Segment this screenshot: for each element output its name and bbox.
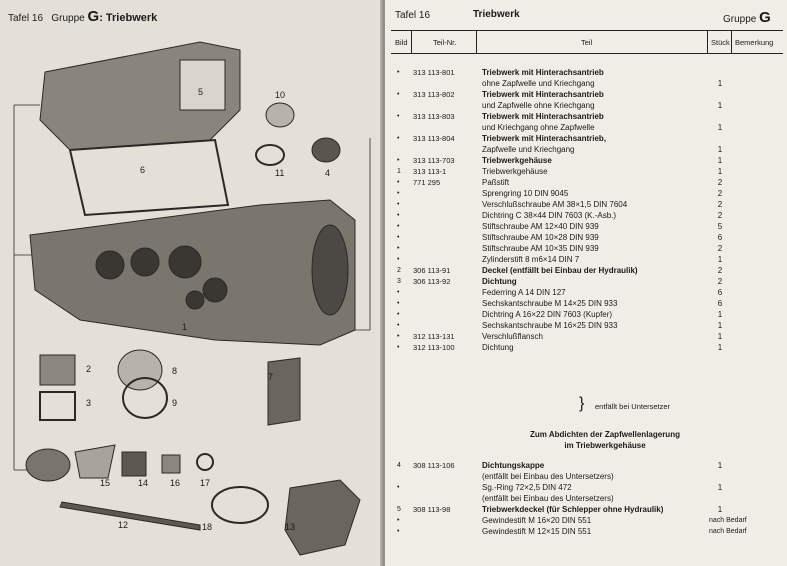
st-cell: 2: [717, 277, 723, 286]
teil-cell: Stiftschraube AM 12×40 DIN 939: [482, 222, 599, 231]
right-gruppe: [723, 9, 771, 26]
teil-cell: Triebwerkgehäuse: [482, 156, 552, 165]
header-bemerkung: Bemerkung: [735, 38, 774, 47]
table-row: [385, 188, 787, 199]
callout-5: 5: [198, 87, 204, 97]
callout-7: 7: [268, 372, 274, 382]
teil-cell: Gewindestift M 12×15 DIN 551: [482, 527, 592, 536]
nr-cell: 312 113-131: [413, 332, 455, 341]
bild-cell: •: [397, 212, 400, 219]
brace-note: entfällt bei Untersetzer: [595, 402, 671, 411]
st-cell: 1: [717, 505, 723, 514]
bild-cell: •: [397, 322, 400, 329]
part-14-bearing: [122, 452, 146, 476]
callout-12: 12: [118, 520, 129, 530]
callout-3: 3: [86, 398, 92, 408]
right-gruppe-label: Gruppe: [723, 14, 757, 25]
table-row: [385, 133, 787, 144]
table-row: [385, 298, 787, 309]
teil-cell: Sg.-Ring 72×2,5 DIN 472: [482, 483, 572, 492]
st-cell: 6: [717, 299, 723, 308]
bild-cell: 3: [397, 278, 401, 285]
callout-14: 14: [138, 478, 149, 488]
callout-18: 18: [202, 522, 213, 532]
teil-cell: Triebwerk mit Hinterachsantrieb: [482, 90, 604, 99]
bild-cell: •: [397, 256, 400, 263]
bild-cell: •: [397, 69, 400, 76]
bild-cell: •: [397, 484, 400, 491]
nr-cell: 308 113-98: [413, 505, 451, 514]
st-cell: 1: [717, 483, 723, 492]
bild-cell: 1: [397, 168, 401, 175]
bild-cell: •: [397, 113, 400, 120]
st-cell: 1: [717, 145, 723, 154]
part-4-cap: [312, 138, 340, 162]
right-gruppe-letter: G: [759, 9, 771, 26]
table-header: [391, 30, 783, 54]
table-row: [385, 177, 787, 188]
callout-10: 10: [275, 90, 286, 100]
st-cell: 1: [717, 321, 723, 330]
table-row: [385, 221, 787, 232]
bem-cell: nach Bedarf: [709, 528, 747, 535]
st-cell: 1: [717, 343, 723, 352]
table-row: [385, 471, 787, 482]
teil-cell: (entfällt bei Einbau des Untersetzers): [482, 472, 614, 481]
callout-13: 13: [285, 522, 296, 532]
st-cell: 1: [717, 255, 723, 264]
nr-cell: 313 113-1: [413, 167, 447, 176]
teil-cell: Triebwerkgehäuse: [482, 167, 548, 176]
bild-cell: •: [397, 223, 400, 230]
bild-cell: •: [397, 179, 400, 186]
table-row: [385, 493, 787, 504]
callout-4: 4: [325, 168, 331, 178]
part-3-gasket: [40, 392, 75, 420]
st-cell: 2: [717, 211, 723, 220]
bild-cell: •: [397, 234, 400, 241]
table-row: [385, 122, 787, 133]
part-10-plate: [266, 103, 294, 127]
table-row: [385, 342, 787, 353]
bem-cell: nach Bedarf: [709, 517, 747, 524]
st-cell: 1: [717, 79, 723, 88]
teil-cell: Federring A 14 DIN 127: [482, 288, 566, 297]
nr-cell: 306 113-91: [413, 266, 451, 275]
teil-cell: Verschlußschraube AM 38×1,5 DIN 7604: [482, 200, 628, 209]
bild-cell: •: [397, 135, 400, 142]
bild-cell: •: [397, 528, 400, 535]
table-row: [385, 265, 787, 276]
bild-cell: •: [397, 157, 400, 164]
st-cell: 2: [717, 178, 723, 187]
callout-8: 8: [172, 366, 178, 376]
nr-cell: 313 113-703: [413, 156, 455, 165]
part-6-gasket: [70, 140, 228, 215]
st-cell: 2: [717, 200, 723, 209]
teil-cell: Deckel (entfällt bei Einbau der Hydraulik): [482, 266, 638, 275]
left-gruppe-letter: G: [87, 8, 100, 25]
teil-cell: und Zapfwelle ohne Kriechgang: [482, 101, 595, 110]
st-cell: 1: [717, 310, 723, 319]
table-row: [385, 144, 787, 155]
part-11-gasket: [256, 145, 284, 165]
table-row: [385, 515, 787, 526]
callout-9: 9: [172, 398, 178, 408]
teil-cell: Triebwerk mit Hinterachsantrieb: [482, 112, 604, 121]
table-row: [385, 482, 787, 493]
st-cell: 5: [717, 222, 723, 231]
teil-cell: ohne Zapfwelle und Kriechgang: [482, 79, 595, 88]
teil-cell: Dichtring A 16×22 DIN 7603 (Kupfer): [482, 310, 613, 319]
table-row: [385, 526, 787, 537]
part-7-plate: [268, 358, 300, 425]
left-tafel: Tafel 16: [8, 13, 44, 24]
teil-cell: Zapfwelle und Kriechgang: [482, 145, 575, 154]
teil-cell: Dichtungskappe: [482, 461, 545, 470]
right-title: Triebwerk: [473, 9, 520, 20]
st-cell: 6: [717, 233, 723, 242]
nr-cell: 306 113-92: [413, 277, 451, 286]
st-cell: 1: [717, 123, 723, 132]
table-row: [385, 89, 787, 100]
table-row: [385, 243, 787, 254]
bild-cell: •: [397, 91, 400, 98]
left-gruppe: Gruppe: [51, 13, 85, 24]
nr-cell: 313 113-802: [413, 90, 455, 99]
part-2-cover: [40, 355, 75, 385]
part-13-housing: [285, 480, 360, 555]
st-cell: 6: [717, 288, 723, 297]
table-row: [385, 331, 787, 342]
table-row: [385, 309, 787, 320]
callout-1: 1: [182, 322, 188, 332]
section-title-2: im Triebwerkgehäuse: [564, 441, 646, 450]
bild-cell: •: [397, 190, 400, 197]
teil-cell: Zylinderstift 8 m6×14 DIN 7: [482, 255, 580, 264]
bild-cell: •: [397, 344, 400, 351]
parts-list-page: [385, 0, 787, 566]
callout-16: 16: [170, 478, 181, 488]
part-17-ring: [197, 454, 213, 470]
teil-cell: und Kriechgang ohne Zapfwelle: [482, 123, 595, 132]
part-16-bush: [162, 455, 180, 473]
st-cell: 2: [717, 244, 723, 253]
table-row: [385, 232, 787, 243]
table-row: [385, 166, 787, 177]
nr-cell: 313 113-801: [413, 68, 455, 77]
part-18-gasket: [212, 487, 268, 523]
teil-cell: Stiftschraube AM 10×28 DIN 939: [482, 233, 599, 242]
table-row: [385, 199, 787, 210]
teil-cell: Triebwerkdeckel (für Schlepper ohne Hydraulik): [482, 505, 664, 514]
nr-cell: 312 113-100: [413, 343, 455, 352]
bild-cell: •: [397, 245, 400, 252]
part-15-flange: [75, 445, 115, 478]
teil-cell: Dichtung: [482, 277, 517, 286]
illustration-page: [0, 0, 383, 566]
teil-cell: Dichtring C 38×44 DIN 7603 (K.-Asb.): [482, 211, 617, 220]
bild-cell: 2: [397, 267, 401, 274]
teil-cell: Sechskantschraube M 14×25 DIN 933: [482, 299, 618, 308]
callout-11: 11: [275, 168, 285, 178]
callout-17: 17: [200, 478, 211, 488]
part-gear: [26, 449, 70, 481]
callout-6: 6: [140, 165, 146, 175]
table-row: [385, 460, 787, 471]
bild-cell: 4: [397, 462, 401, 469]
st-cell: 1: [717, 332, 723, 341]
header-teil: Teil: [581, 38, 593, 47]
bild-cell: •: [397, 333, 400, 340]
section-title-1: Zum Abdichten der Zapfwellenlagerung: [530, 430, 680, 439]
callout-15: 15: [100, 478, 111, 488]
bild-cell: •: [397, 517, 400, 524]
nr-cell: 771 295: [413, 178, 441, 187]
exploded-drawing: [0, 0, 383, 566]
nr-cell: 313 113-804: [413, 134, 455, 143]
left-title: : Triebwerk: [99, 12, 158, 24]
teil-cell: Dichtung: [482, 343, 514, 352]
table-row: [385, 67, 787, 78]
bild-cell: •: [397, 201, 400, 208]
part-5-window: [180, 60, 225, 110]
table-row: [385, 155, 787, 166]
part-12-shaft: [60, 502, 200, 530]
table-row: [385, 287, 787, 298]
bild-cell: •: [397, 300, 400, 307]
table-row: [385, 100, 787, 111]
st-cell: 2: [717, 189, 723, 198]
brace-symbol: }: [579, 395, 585, 412]
table-row: [385, 276, 787, 287]
table-row: [385, 78, 787, 89]
header-stueck: Stück: [711, 38, 730, 47]
teil-cell: Stiftschraube AM 10×35 DIN 939: [482, 244, 599, 253]
table-row: [385, 111, 787, 122]
teil-cell: Triebwerk mit Hinterachsantrieb,: [482, 134, 607, 143]
teil-cell: Sprengring 10 DIN 9045: [482, 189, 569, 198]
bild-cell: •: [397, 311, 400, 318]
table-row: [385, 254, 787, 265]
bild-cell: •: [397, 289, 400, 296]
part-8-plate: [118, 350, 162, 390]
st-cell: 1: [717, 461, 723, 470]
teil-cell: Verschlußflansch: [482, 332, 543, 341]
st-cell: 1: [717, 156, 723, 165]
teil-cell: Gewindestift M 16×20 DIN 551: [482, 516, 592, 525]
bild-cell: 5: [397, 506, 401, 513]
header-nr: Teil-Nr.: [433, 38, 457, 47]
table-row: [385, 210, 787, 221]
st-cell: 1: [717, 101, 723, 110]
right-tafel: Tafel 16: [395, 10, 431, 21]
header-bild: Bild: [395, 38, 408, 47]
teil-cell: Paßstift: [482, 178, 510, 187]
table-row: [385, 504, 787, 515]
st-cell: 2: [717, 266, 723, 275]
callout-2: 2: [86, 364, 92, 374]
nr-cell: 313 113-803: [413, 112, 455, 121]
teil-cell: Triebwerk mit Hinterachsantrieb: [482, 68, 604, 77]
st-cell: 1: [717, 167, 723, 176]
teil-cell: Sechskantschraube M 16×25 DIN 933: [482, 321, 618, 330]
teil-cell: (entfällt bei Einbau des Untersetzers): [482, 494, 614, 503]
nr-cell: 308 113-106: [413, 461, 455, 470]
table-row: [385, 320, 787, 331]
